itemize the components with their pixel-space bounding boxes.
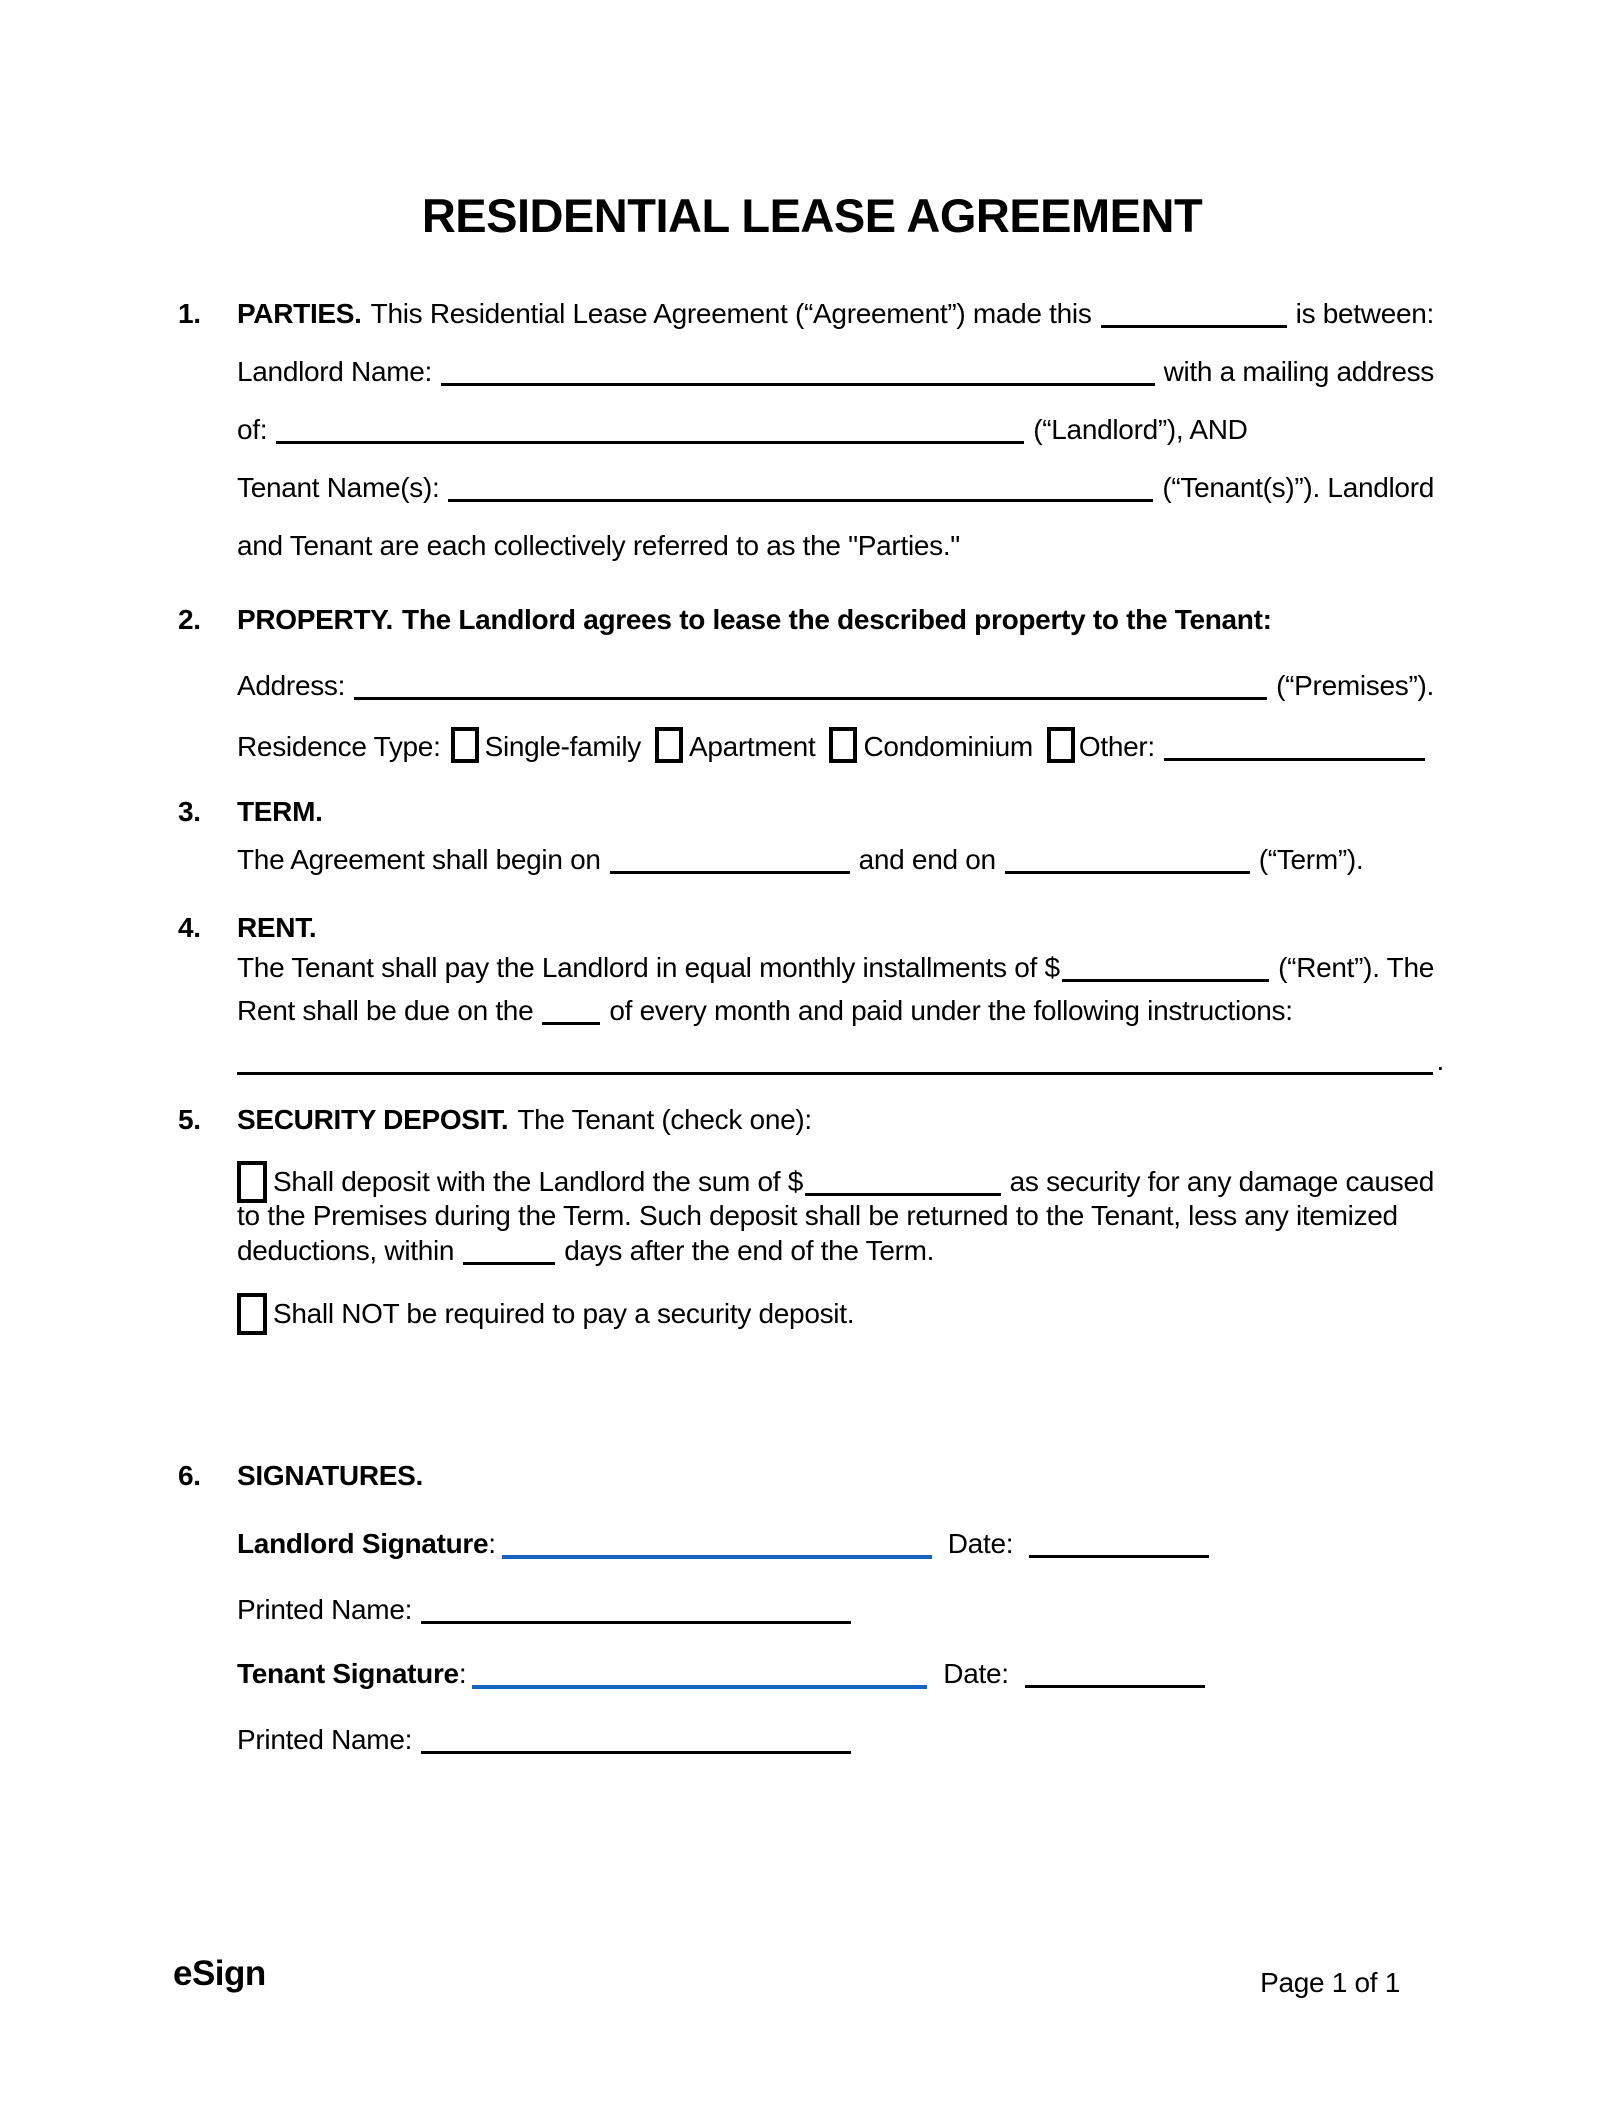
- tenant-date-label: Date:: [943, 1658, 1009, 1689]
- tenant-signature-line[interactable]: [472, 1685, 927, 1689]
- parties-line-4: [237, 471, 1434, 505]
- parties-line-5: [237, 529, 960, 563]
- deposit-option-1-line-2: [237, 1199, 1398, 1233]
- section-6-heading: SIGNATURES.: [237, 1460, 423, 1491]
- parties-text-1b: is between:: [1295, 298, 1434, 329]
- deposit-text-3b: days after the end of the Term.: [564, 1235, 935, 1266]
- deposit-text-1b: as security for any damage caused: [1009, 1166, 1434, 1197]
- rent-body-row-2: [237, 994, 1293, 1028]
- landlord-date-label: Date:: [947, 1528, 1014, 1559]
- tenant-name-label: Tenant Name(s):: [237, 472, 440, 503]
- tenant-printed-name-row: [237, 1723, 860, 1757]
- address-label: Address:: [237, 670, 346, 701]
- end-date-blank[interactable]: [1005, 871, 1250, 874]
- term-text-end: (“Term”).: [1258, 844, 1364, 875]
- rent-amount-blank[interactable]: [1062, 979, 1269, 982]
- apartment-label: Apartment: [688, 731, 816, 762]
- rent-due-day-blank[interactable]: [542, 1022, 600, 1025]
- rent-text-2b: of every month and paid under the following instructions:: [609, 995, 1293, 1026]
- tenant-signature-label: Tenant Signature: [237, 1658, 459, 1689]
- section-5-heading: SECURITY DEPOSIT.: [237, 1104, 509, 1135]
- section-1-heading: PARTIES.: [237, 298, 362, 329]
- rent-body-row-1: [237, 951, 1434, 985]
- other-label: Other:: [1078, 731, 1155, 762]
- term-body-row: [237, 843, 1363, 877]
- deposit-required-checkbox[interactable]: [237, 1161, 267, 1203]
- parties-line-2: [237, 355, 1434, 389]
- rent-instructions-row: [237, 1044, 1444, 1078]
- no-deposit-checkbox[interactable]: [237, 1293, 267, 1335]
- landlord-printed-name-label: Printed Name:: [237, 1594, 413, 1625]
- deposit-text-2: to the Premises during the Term. Such deposit shall be returned to the Tenant, less any itemized: [237, 1200, 1398, 1231]
- mailing-address-blank[interactable]: [276, 441, 1024, 444]
- residence-type-row: [237, 727, 1434, 764]
- esign-logo: eSign: [173, 1954, 266, 1993]
- tenant-printed-name-label: Printed Name:: [237, 1724, 413, 1755]
- security-deposit-heading-row: [178, 1103, 812, 1137]
- other-blank[interactable]: [1164, 758, 1425, 761]
- landlord-printed-name-blank[interactable]: [421, 1621, 851, 1624]
- residence-type-label: Residence Type:: [237, 731, 441, 762]
- section-4-number: 4.: [178, 912, 201, 943]
- signatures-heading-row: [178, 1459, 423, 1493]
- landlord-name-blank[interactable]: [441, 383, 1155, 386]
- term-text-begin: The Agreement shall begin on: [237, 844, 601, 875]
- parties-text-3b: (“Landlord”), AND: [1033, 414, 1248, 445]
- landlord-printed-name-row: [237, 1593, 860, 1627]
- document-title: RESIDENTIAL LEASE AGREEMENT: [421, 189, 1203, 242]
- landlord-signature-label: Landlord Signature: [237, 1528, 489, 1559]
- section-2-heading: PROPERTY.: [237, 604, 394, 635]
- deposit-option-1-line-1: [237, 1161, 1434, 1199]
- agreement-date-blank[interactable]: [1101, 325, 1287, 328]
- landlord-signature-colon: :: [488, 1528, 496, 1559]
- tenant-printed-name-blank[interactable]: [421, 1751, 851, 1754]
- landlord-date-blank[interactable]: [1029, 1555, 1209, 1558]
- tenant-name-blank[interactable]: [448, 499, 1153, 502]
- rent-text-1a: The Tenant shall pay the Landlord in equal monthly installments of $: [237, 952, 1060, 983]
- deposit-days-blank[interactable]: [463, 1262, 555, 1265]
- single-family-label: Single-family: [484, 731, 641, 762]
- property-address-row: [237, 669, 1434, 703]
- term-text-middle: and end on: [858, 844, 996, 875]
- property-heading-row: [178, 603, 1272, 637]
- footer-brand-row: [173, 1954, 266, 1993]
- parties-text-2b: with a mailing address: [1163, 356, 1434, 387]
- payment-instructions-blank[interactable]: [237, 1072, 1433, 1075]
- parties-text-1a: This Residential Lease Agreement (“Agreement”) made this: [370, 298, 1092, 329]
- apartment-checkbox[interactable]: [655, 727, 683, 763]
- section-6-number: 6.: [178, 1460, 201, 1491]
- landlord-signature-line[interactable]: [502, 1555, 932, 1559]
- section-5-number: 5.: [178, 1104, 201, 1135]
- property-heading-text: The Landlord agrees to lease the described property to the Tenant:: [402, 604, 1272, 635]
- tenant-signature-colon: :: [458, 1658, 467, 1689]
- security-deposit-heading-text: The Tenant (check one):: [517, 1104, 812, 1135]
- section-3-heading: TERM.: [237, 796, 323, 827]
- tenant-signature-row: [237, 1657, 1214, 1691]
- rent-heading-row: [178, 911, 316, 945]
- deposit-amount-blank[interactable]: [805, 1193, 1001, 1196]
- section-1-number: 1.: [178, 298, 201, 329]
- rent-text-2a: Rent shall be due on the: [237, 995, 534, 1026]
- single-family-checkbox[interactable]: [451, 727, 479, 763]
- parties-line-1: [178, 297, 1434, 331]
- other-checkbox[interactable]: [1047, 727, 1075, 763]
- premises-text: (“Premises”).: [1276, 670, 1434, 701]
- no-deposit-text: Shall NOT be required to pay a security deposit.: [273, 1298, 855, 1329]
- rent-line-period: .: [1436, 1045, 1444, 1076]
- mailing-address-label: of:: [237, 414, 268, 445]
- page-number: Page 1 of 1: [1260, 1967, 1400, 1998]
- tenant-date-blank[interactable]: [1025, 1685, 1205, 1688]
- footer-page-row: [1260, 1966, 1400, 2000]
- section-4-heading: RENT.: [237, 912, 317, 943]
- parties-text-5: and Tenant are each collectively referred to as the "Parties.": [237, 530, 960, 561]
- address-blank[interactable]: [354, 697, 1267, 700]
- deposit-text-1a: Shall deposit with the Landlord the sum of $: [273, 1166, 804, 1197]
- start-date-blank[interactable]: [610, 871, 850, 874]
- landlord-signature-row: [237, 1527, 1218, 1561]
- condominium-checkbox[interactable]: [829, 727, 857, 763]
- term-heading-row: [178, 795, 323, 829]
- landlord-name-label: Landlord Name:: [237, 356, 433, 387]
- deposit-text-3a: deductions, within: [237, 1235, 455, 1266]
- deposit-option-1-line-3: [237, 1234, 934, 1268]
- section-3-number: 3.: [178, 796, 201, 827]
- condominium-label: Condominium: [863, 731, 1033, 762]
- deposit-option-2-row: [237, 1293, 854, 1331]
- parties-text-4b: (“Tenant(s)”). Landlord: [1162, 472, 1434, 503]
- rent-text-1b: (“Rent”). The: [1278, 952, 1434, 983]
- parties-line-3: [237, 413, 1248, 447]
- section-2-number: 2.: [178, 604, 201, 635]
